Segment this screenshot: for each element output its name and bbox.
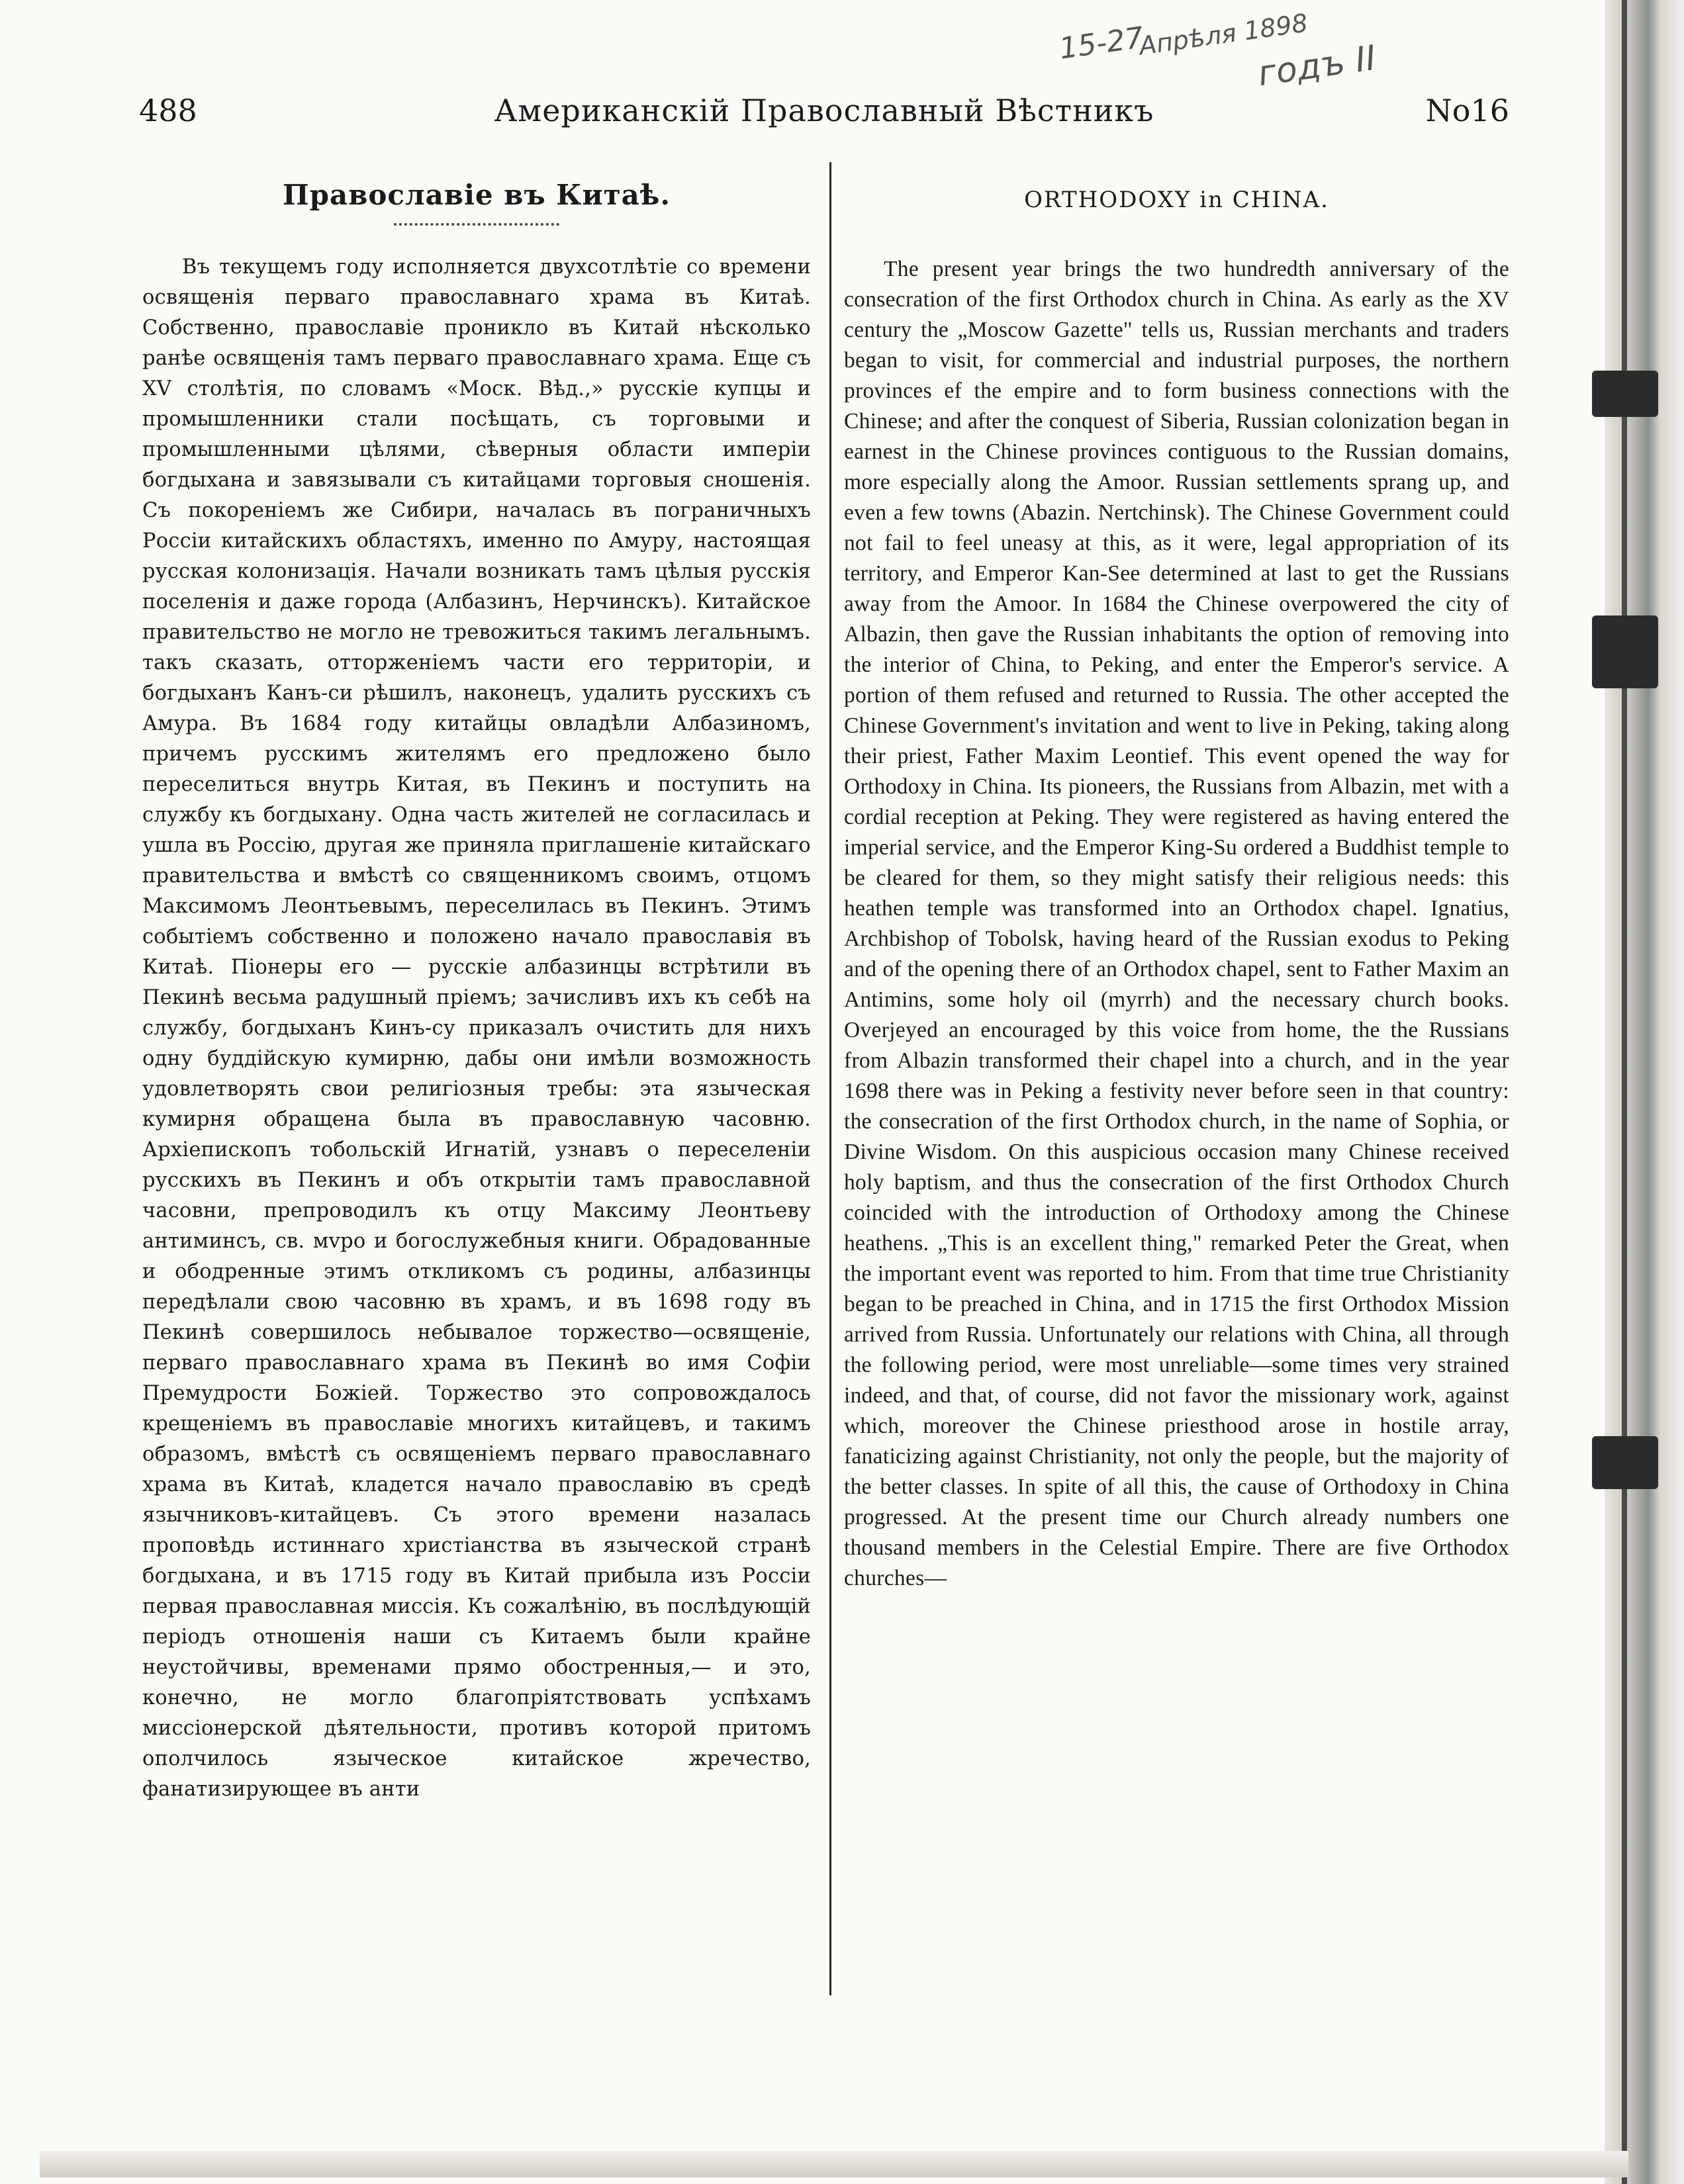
column-divider: [829, 162, 831, 1995]
binder-clip: [1592, 371, 1658, 417]
english-article-text: The present year brings the two hundredth anniversary of the consecration of the first Orthodox church in China. As early as the XV century the „Moscow Gazette" tells us, Russian merchants and traders began to visit, for commercial and industrial purposes, the northern provinces ef the empire and to form business connections with the Chinese; and after the conquest of Siberia, Russian colonization began in earnest in the Chinese provinces contiguous to the Russian domains, more especially along the Amoor. Russian settlements sprang up, and even a few towns (Abazin. Nertchinsk). The Chinese Government could not fail to feel uneasy at this, as it were, legal appropriation of its territory, and Emperor Kan-See determined at last to get the Russians away from the Amoor. In 1684 the Chinese overpowered the city of Albazin, then gave the Russian inhabitants the option of removing into the interior of China, to Peking, and enter the Emperor's service. A portion of them refused and returned to Russia. The other accepted the Chinese Government's invitation and went to live in Peking, taking along their priest, Father Maxim Leontief. This event opened the way for Orthodoxy in China. Its pioneers, the Russians from Albazin, met with a cordial reception at Peking. They were registered as having entered the imperial service, and the Emperor King-Su ordered a Buddhist temple to be cleared for them, so they might satisfy their religious needs: this heathen temple was transformed into an Orthodox chapel. Ignatius, Archbishop of Tobolsk, having heard of the Russian exodus to Peking and of the opening there of an Orthodox chapel, sent to Father Maxim an Antimins, some holy oil (myrrh) and the necessary church books. Overjeyed an encouraged by this voice from home, the the Russians from Albazin transformed their chapel into a church, and in the year 1698 there was in Peking a festivity never before seen in that country: the consecration of the first Orthodox church, in the name of Sophia, or Divine Wisdom. On this auspicious occasion many Chinese received holy baptism, and thus the consecration of the first Orthodox Church coincided with the introduction of Orthodoxy among the Chinese heathens. „This is an excellent thing," remarked Peter the Great, when the important event was reported to him. From that time true Christianity began to be preached in China, and in 1715 the first Orthodox Mission arrived from Russia. Unfortunately our relations with China, all through the following period, were most unreliable—some times very strained indeed, and that, of course, did not favor the missionary work, against which, moreover the Chinese priesthood arose in hostile array, fanaticizing against Christianity, not only the people, but the majority of the better classes. In spite of all this, the cause of Orthodoxy in China progressed. At the present time our Church already numbers one thousand members in the Celestial Empire. There are five Orthodox churches—: [844, 257, 1509, 1590]
title-ornament: [394, 223, 559, 226]
scan-edge: [1605, 0, 1684, 2184]
handwritten-year-label: годъ II: [1255, 38, 1379, 95]
binder-clip: [1592, 1436, 1658, 1489]
binder-clip: [1592, 615, 1658, 688]
page-number: 488: [139, 93, 197, 128]
english-column: [844, 179, 1509, 1594]
handwritten-month-year: Апрѣля 1898: [1137, 8, 1310, 61]
english-article-title: ORTHODOXY in CHINA.: [1024, 187, 1329, 213]
issue-number: No16: [1425, 93, 1509, 128]
russian-column: [142, 179, 811, 1805]
russian-article-title: Православіе въ Китаѣ.: [282, 179, 671, 211]
handwritten-date-range: 15-27: [1057, 21, 1146, 66]
russian-article-text: Въ текущемъ году исполняется двухсотлѣтіе со времени освященія перваго православнаго храма въ Китаѣ. Собственно, православіе проникло въ Китай нѣсколько ранѣе освященія тамъ перваго православнаго храма. Еще съ XV столѣтія, по словамъ «Моск. Вѣд.,» русскіе купцы и промышленники стали посѣщать, съ торговыми и промышленными цѣлями, сѣверныя области имперіи богдыхана и завязывали съ китайцами торговыя сношенія. Съ покореніемъ же Сибири, началась въ пограничныхъ Россіи китайскихъ областяхъ, именно по Амуру, настоящая русская колонизація. Начали возникать тамъ цѣлыя русскія поселенія и даже города (Албазинъ, Нерчинскъ). Китайское правительство не могло не тревожиться такимъ легальнымъ. такъ сказать, отторженіемъ части его территоріи, и богдыханъ Канъ-си рѣшилъ, наконецъ, удалить русскихъ съ Амура. Въ 1684 году китайцы овладѣли Албазиномъ, причемъ русскимъ жителямъ его предложено было переселиться внутрь Китая, въ Пекинъ и поступить на службу къ богдыхану. Одна часть жителей не согласилась и ушла въ Россію, другая же приняла приглашеніе китайскаго правительства и вмѣстѣ со священникомъ своимъ, отцомъ Максимомъ Леонтьевымъ, переселилась въ Пекинъ. Этимъ событіемъ собственно и положено начало православія въ Китаѣ. Піонеры его — русскіе албазинцы встрѣтили въ Пекинѣ весьма радушный пріемъ; зачисливъ ихъ къ себѣ на службу, богдыханъ Кинъ-су приказалъ очистить для нихъ одну буддійскую кумирню, дабы они имѣли возможность удовлетворять свои религіозныя требы: эта языческая кумирня обращена была въ православную часовню. Архіепископъ тобольскій Игнатій, узнавъ о переселеніи русскихъ въ Пекинъ и объ открытіи тамъ православной часовни, препроводилъ къ отцу Максиму Леонтьеву антиминсъ, св. мvро и богослужебныя книги. Обрадованные и ободренные этимъ откликомъ съ родины, албазинцы передѣлали свою часовню въ храмъ, и въ 1698 году въ Пекинѣ совершилось небывалое торжество—освященіе, перваго православнаго храма въ Пекинѣ во имя Софіи Премудрости Божіей. Торжество это сопровождалось крещеніемъ въ православіе многихъ китайцевъ, и такимъ образомъ, вмѣстѣ съ освященіемъ перваго православнаго храма въ Китаѣ, кладется начало православію въ средѣ язычниковъ-китайцевъ. Съ этого времени назалась проповѣдь истиннаго христіанства въ языческой странѣ богдыхана, и въ 1715 году въ Китай прибыла изъ Россіи первая православная миссія. Къ сожалѣнію, въ послѣдующій періодъ отношенія наши съ Китаемъ были крайне неустойчивы, временами прямо обостренныя,— и это, конечно, не могло благопріятствовать успѣхамъ миссіонерской дѣятельности, противъ которой притомъ ополчилось языческое китайское жречество, фанатизирующее въ анти: [142, 255, 811, 1801]
binding-line: [1622, 0, 1627, 2184]
scan-bottom-edge: [40, 2151, 1628, 2177]
page-header: [139, 86, 1509, 139]
journal-title: Американскій Православный Вѣстникъ: [494, 93, 1154, 128]
